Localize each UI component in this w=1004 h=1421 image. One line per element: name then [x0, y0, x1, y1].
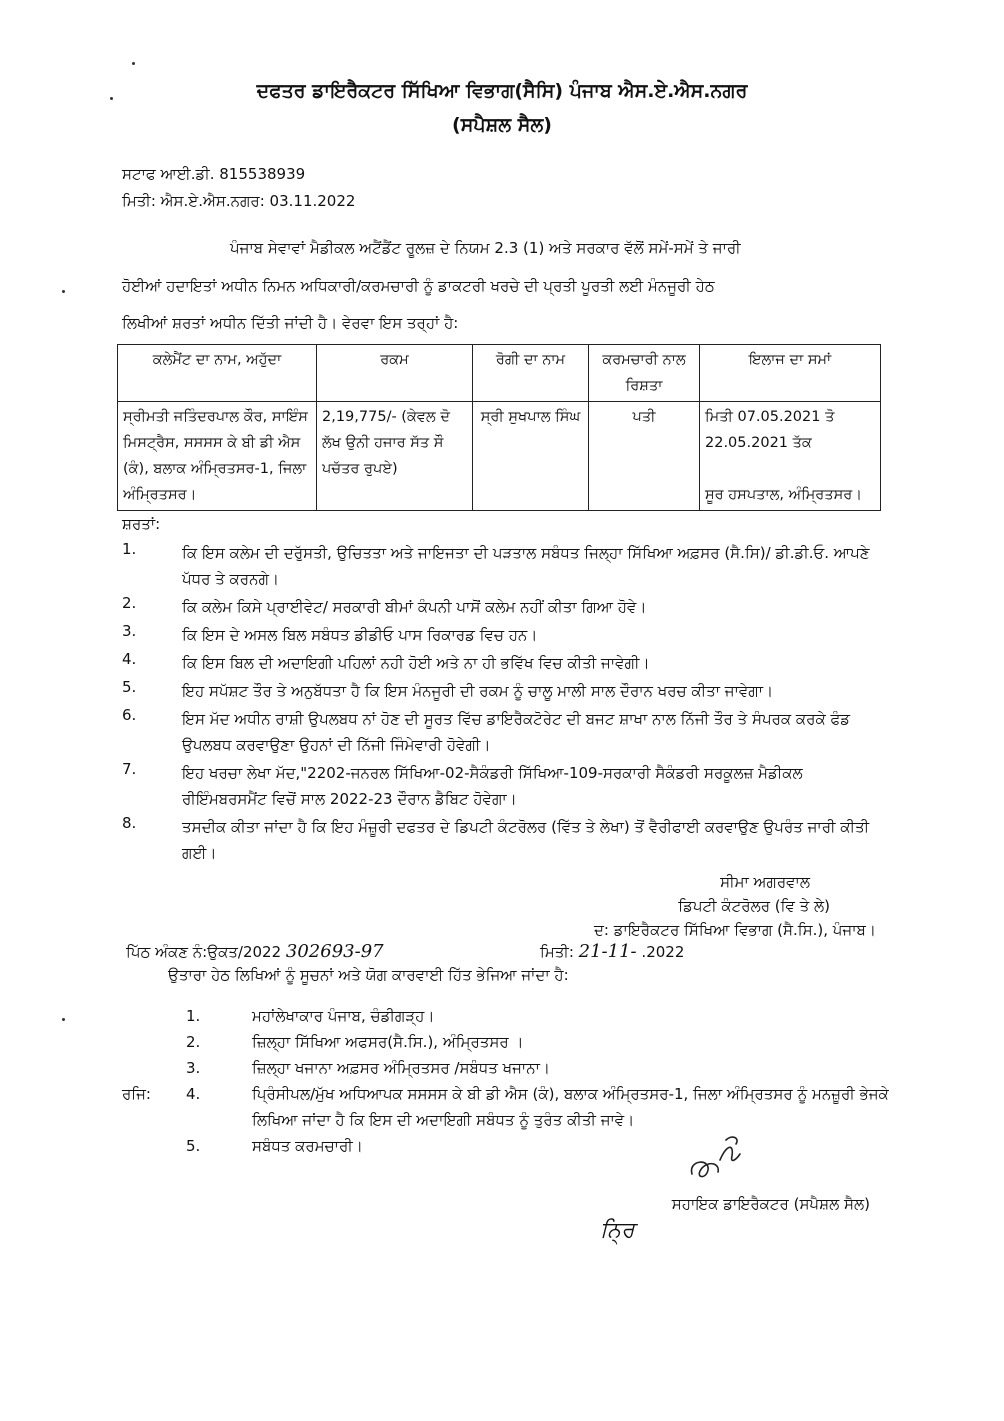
recipient-number: 4.	[186, 1085, 201, 1103]
condition-text: ਇਹ ਸਪੱਸ਼ਟ ਤੌਰ ਤੇ ਅਨੁਬੱਧਤਾ ਹੈ ਕਿ ਇਸ ਮੰਨਜੂਰੀ ਦੀ ਰਕਮ ਨੂੰ ਚਾਲੂ ਮਾਲੀ ਸਾਲ ਦੌਰਾਨ ਖਰਚ ਕੀਤਾ ਜਾਵੇਗਾ।	[182, 682, 774, 700]
header-amount: ਰਕਮ	[317, 345, 473, 402]
endorsement-ref-prefix: ਪਿੱਠ ਅੰਕਣ ਨੰ:ਉਕਤ/2022	[126, 943, 282, 961]
spacer	[122, 1029, 186, 1055]
condition-number: 1.	[122, 540, 137, 558]
list-item	[122, 622, 882, 648]
conditions-list	[122, 540, 882, 868]
deputy-controller-designation: ਡਿਪਟੀ ਕੰਟਰੋਲਰ (ਵਿ ਤੇ ਲੇ)	[678, 897, 830, 915]
list-item	[122, 706, 882, 758]
condition-number: 2.	[122, 594, 137, 612]
scan-speck	[62, 1018, 65, 1021]
list-item	[122, 814, 882, 866]
cell-relation: ਪਤੀ	[589, 402, 700, 511]
intro-line-2: ਹੋਈਆਂ ਹਦਾਇਤਾਂ ਅਧੀਨ ਨਿਮਨ ਅਧਿਕਾਰੀ/ਕਰਮਚਾਰੀ ਨੂੰ ਡਾਕਟਰੀ ਖਰਚੇ ਦੀ ਪ੍ਰਤੀ ਪੂਰਤੀ ਲਈ ਮੰਨਜੂਰੀ ਹੇਠ	[122, 277, 715, 295]
endorsement-date	[540, 941, 684, 962]
header-claimant: ਕਲੇਮੈਂਟ ਦਾ ਨਾਮ, ਅਹੁੱਦਾ	[118, 345, 317, 402]
spacer	[122, 1133, 186, 1159]
list-item	[122, 650, 882, 676]
list-item	[122, 1055, 892, 1081]
list-item	[122, 594, 882, 620]
list-item	[122, 760, 882, 812]
endorsement-ref-handwritten: 302693-97	[285, 941, 384, 962]
assistant-director-designation: ਸਹਾਇਕ ਡਾਇਰੈਕਟਰ (ਸਪੈਸ਼ਲ ਸੈਲ)	[671, 1195, 870, 1213]
condition-text: ਇਹ ਖਰਚਾ ਲੇਖਾ ਮੱਦ,"2202-ਜਨਰਲ ਸਿੱਖਿਆ-02-ਸੈਕੰਡਰੀ ਸਿੱਖਿਆ-109-ਸਰਕਾਰੀ ਸੈਕੰਡਰੀ ਸਰਕੂਲਜ਼ ਮੈਡੀਕਲ ਰੀਇੰਮਬਰਸਮੈਂਟ ਵਿਚੋਂ ਸਾਲ 2022-23 ਦੌਰਾਨ ਡੈਬਿਟ ਹੋਵੇਗਾ।	[182, 764, 803, 808]
recipient-text: ਜ਼ਿਲ੍ਹਾ ਖਜਾਨਾ ਅਫ਼ਸਰ ਅੰਮ੍ਰਿਤਸਰ /ਸਬੰਧਤ ਖਜਾਨਾ।	[252, 1059, 550, 1077]
intro-line-1: ਪੰਜਾਬ ਸੇਵਾਵਾਂ ਮੈਡੀਕਲ ਅਟੈਂਡੈਂਟ ਰੂਲਜ਼ ਦੇ ਨਿਯਮ 2.3 (1) ਅਤੇ ਸਰਕਾਰ ਵੱਲੋਂ ਸਮੇਂ-ਸਮੇਂ ਤੇ ਜਾਰੀ	[230, 239, 741, 257]
recipient-text: ਸਬੰਧਤ ਕਰਮਚਾਰੀ।	[252, 1137, 363, 1155]
intro-line-3: ਲਿਖੀਆਂ ਸ਼ਰਤਾਂ ਅਧੀਨ ਦਿੱਤੀ ਜਾਂਦੀ ਹੈ। ਵੇਰਵਾ ਇਸ ਤਰ੍ਹਾਂ ਹੈ:	[122, 314, 459, 332]
conditions-heading: ਸ਼ਰਤਾਂ:	[122, 515, 161, 533]
office-subtitle: (ਸਪੈਸ਼ਲ ਸੈਲ)	[452, 114, 552, 136]
list-item	[122, 1003, 892, 1029]
deputy-controller-name: ਸੀਮਾ ਅਗਰਵਾਲ	[720, 873, 810, 891]
scan-speck	[132, 62, 135, 65]
table-header-row	[118, 345, 881, 402]
cell-amount: 2,19,775/- (ਕੇਵਲ ਦੋ ਲੱਖ ਉਨੀ ਹਜਾਰ ਸੱਤ ਸੌ ਪਚੱਤਰ ਰੁਪਏ)	[317, 402, 473, 511]
claim-table	[117, 344, 881, 511]
cell-claimant: ਸ੍ਰੀਮਤੀ ਜਤਿੰਦਰਪਾਲ ਕੌਰ, ਸਾਇੰਸ ਮਿਸਟ੍ਰੈਸ, ਸਸਸਸ ਕੇ ਬੀ ਡੀ ਐਸ (ਕੰ), ਬਲਾਕ ਅੰਮ੍ਰਿਤਸਰ-1, ਜਿਲਾ ਅੰਮ੍ਰਿਤਸਰ।	[118, 402, 317, 511]
condition-number: 4.	[122, 650, 137, 668]
handwritten-signature	[680, 1130, 780, 1190]
endorsement-intro: ਉਤਾਰਾ ਹੇਠ ਲਿਖਿਆਂ ਨੂੰ ਸੂਚਨਾਂ ਅਤੇ ਯੋਗ ਕਾਰਵਾਈ ਹਿੱਤ ਭੇਜਿਆ ਜਾਂਦਾ ਹੈ:	[168, 966, 569, 984]
header-treatment-period: ਇਲਾਜ ਦਾ ਸਮਾਂ	[700, 345, 881, 402]
spacer	[122, 1003, 186, 1029]
endorsement-date-prefix: ਮਿਤੀ:	[540, 943, 574, 961]
endorsement-date-handwritten: 21-11-	[578, 941, 637, 962]
initials: ਨ੍ਰਿ	[600, 1218, 635, 1243]
condition-number: 7.	[122, 760, 137, 778]
treatment-dates: ਮਿਤੀ 07.05.2021 ਤੋ 22.05.2021 ਤੱਕ	[705, 409, 835, 451]
list-item	[122, 678, 882, 704]
condition-text: ਤਸਦੀਕ ਕੀਤਾ ਜਾਂਦਾ ਹੈ ਕਿ ਇਹ ਮੰਜ਼ੂਰੀ ਦਫਤਰ ਦੇ ਡਿਪਟੀ ਕੰਟਰੋਲਰ (ਵਿੱਤ ਤੇ ਲੇਖਾ) ਤੋਂ ਵੈਰੀਫਾਈ ਕਰਵਾਉਣ ਉਪਰੰਤ ਜਾਰੀ ਕੀਤੀ ਗਈ।	[182, 818, 870, 862]
staff-id: ਸਟਾਫ ਆਈ.ਡੀ. 815538939	[122, 165, 306, 183]
header-patient: ਰੋਗੀ ਦਾ ਨਾਮ	[473, 345, 589, 402]
header-relation: ਕਰਮਚਾਰੀ ਨਾਲ ਰਿਸ਼ਤਾ	[589, 345, 700, 402]
recipient-number: 2.	[186, 1033, 201, 1051]
condition-text: ਕਿ ਇਸ ਬਿਲ ਦੀ ਅਦਾਇਗੀ ਪਹਿਲਾਂ ਨਹੀ ਹੋਈ ਅਤੇ ਨਾ ਹੀ ਭਵਿੱਖ ਵਿਚ ਕੀਤੀ ਜਾਵੇਗੀ।	[182, 654, 650, 672]
table-row	[118, 402, 881, 511]
condition-number: 6.	[122, 706, 137, 724]
endorsement-date-suffix: .2022	[641, 943, 685, 961]
spacer	[122, 1055, 186, 1081]
issue-date: ਮਿਤੀ: ਐਸ.ਏ.ਐਸ.ਨਗਰ: 03.11.2022	[122, 192, 356, 210]
scan-speck	[62, 290, 65, 293]
recipient-number: 1.	[186, 1007, 201, 1025]
condition-text: ਕਿ ਇਸ ਦੇ ਅਸਲ ਬਿਲ ਸਬੰਧਤ ਡੀਡੀਓ ਪਾਸ ਰਿਕਾਰਡ ਵਿਚ ਹਨ।	[182, 626, 538, 644]
office-title: ਦਫਤਰ ਡਾਇਰੈਕਟਰ ਸਿੱਖਿਆ ਵਿਭਾਗ(ਸੈਸਿ) ਪੰਜਾਬ ਐਸ.ਏ.ਐਸ.ਨਗਰ	[256, 80, 748, 102]
recipient-text: ਪ੍ਰਿੰਸੀਪਲ/ਮੁੱਖ ਅਧਿਆਪਕ ਸਸਸਸ ਕੇ ਬੀ ਡੀ ਐਸ (ਕੰ), ਬਲਾਕ ਅੰਮ੍ਰਿਤਸਰ-1, ਜਿਲਾ ਅੰਮ੍ਰਿਤਸਰ ਨੂੰ ਮਨਜ਼ੂਰੀ ਭੇਜਕੇ ਲਿਖਿਆ ਜਾਂਦਾ ਹੈ ਕਿ ਇਸ ਦੀ ਅਦਾਇਗੀ ਸਬੰਧਤ ਨੂੰ ਤੁਰੰਤ ਕੀਤੀ ਜਾਵੇ।	[252, 1085, 889, 1129]
hospital-name: ਸੂਰ ਹਸਪਤਾਲ, ਅੰਮ੍ਰਿਤਸਰ।	[705, 487, 862, 503]
cell-patient: ਸ੍ਰੀ ਸੁਖਪਾਲ ਸਿੰਘ	[473, 402, 589, 511]
registered-label: ਰਜਿ:	[122, 1085, 151, 1103]
condition-text: ਕਿ ਕਲੇਮ ਕਿਸੇ ਪ੍ਰਾਈਵੇਟ/ ਸਰਕਾਰੀ ਬੀਮਾਂ ਕੰਪਨੀ ਪਾਸੋਂ ਕਲੇਮ ਨਹੀਂ ਕੀਤਾ ਗਿਆ ਹੋਵੇ।	[182, 598, 647, 616]
recipient-number: 3.	[186, 1059, 201, 1077]
deputy-controller-office: ਦ: ਡਾਇਰੈਕਟਰ ਸਿੱਖਿਆ ਵਿਭਾਗ (ਸੈ.ਸਿ.), ਪੰਜਾਬ।	[593, 921, 876, 939]
condition-number: 5.	[122, 678, 137, 696]
endorsement-ref	[126, 941, 384, 962]
list-item	[122, 540, 882, 592]
condition-number: 8.	[122, 814, 137, 832]
list-item	[122, 1081, 892, 1133]
recipient-text: ਜ਼ਿਲ੍ਹਾ ਸਿੱਖਿਆ ਅਫਸਰ(ਸੈ.ਸਿ.), ਅੰਮ੍ਰਿਤਸਰ ।	[252, 1033, 524, 1051]
list-item	[122, 1029, 892, 1055]
recipient-number: 5.	[186, 1137, 201, 1155]
condition-text: ਕਿ ਇਸ ਕਲੇਮ ਦੀ ਦਰੁੱਸਤੀ, ਉਚਿਤਤਾ ਅਤੇ ਜਾਇਜਤਾ ਦੀ ਪੜਤਾਲ ਸਬੰਧਤ ਜਿਲ੍ਹਾ ਸਿੱਖਿਆ ਅਫ਼ਸਰ (ਸੈ.ਸਿ)/ ਡੀ.ਡੀ.ਓ. ਆਪਣੇ ਪੱਧਰ ਤੇ ਕਰਨਗੇ।	[182, 544, 870, 588]
condition-text: ਇਸ ਮੱਦ ਅਧੀਨ ਰਾਸ਼ੀ ਉਪਲਬਧ ਨਾਂ ਹੋਣ ਦੀ ਸੂਰਤ ਵਿੱਚ ਡਾਇਰੈਕਟੋਰੇਟ ਦੀ ਬਜਟ ਸ਼ਾਖਾ ਨਾਲ ਨਿੱਜੀ ਤੌਰ ਤੇ ਸੰਪਰਕ ਕਰਕੇ ਫੰਡ ਉਪਲਬਧ ਕਰਵਾਉਣਾ ਉਹਨਾਂ ਦੀ ਨਿੱਜੀ ਜਿੰਮੇਵਾਰੀ ਹੋਵੇਗੀ।	[182, 710, 851, 754]
cell-treatment-period	[700, 402, 881, 511]
condition-number: 3.	[122, 622, 137, 640]
recipient-text: ਮਹਾਂਲੇਖਾਕਾਰ ਪੰਜਾਬ, ਚੰਡੀਗੜ੍ਹ।	[252, 1007, 435, 1025]
